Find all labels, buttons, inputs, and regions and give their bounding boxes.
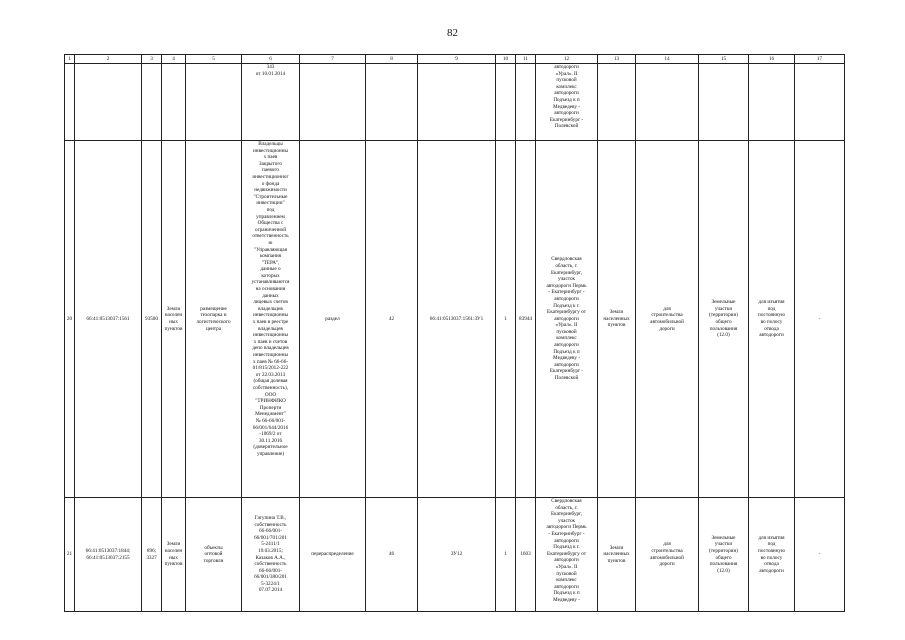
table-cell: для изъятия под постоянную во полосу отвода автодороги: [749, 141, 795, 498]
table-cell: 1: [496, 141, 516, 498]
column-header: 9: [418, 55, 496, 64]
table-cell: [699, 64, 749, 141]
table-cell: [65, 64, 75, 141]
table-cell: 896; 3327: [142, 498, 162, 612]
table-cell: [300, 64, 366, 141]
table-cell: Гатупина Т.В., собственность 66-66/001- 66/001/701/201 5-2411/1 19.03.2015; Казаков А.А., собственность 66-66/001- 66/001/380/201 5-3224/1 07.07.2014: [242, 498, 300, 612]
table-cell: 66:41:0513037:1844; 66:41:0513037:2155: [75, 498, 142, 612]
column-header: 11: [516, 55, 536, 64]
table-cell: -: [795, 141, 845, 498]
column-header: 15: [699, 55, 749, 64]
table-cell: Земли населен ных пунктов: [162, 498, 186, 612]
table-cell: 66:41:0513037:1561:ЗУ1: [418, 141, 496, 498]
table-cell: для строительства автомобильной дороги: [636, 141, 699, 498]
table-cell: для строительства автомобильной дороги: [636, 498, 699, 612]
table-cell: 66:41:0513037:1561: [75, 141, 142, 498]
table-cell: Свердловская область, г. Екатеринбург, участок автодороги Пермь - Екатеринбург - автодороги Подъезд к г. Екатеринбургу от автодороги «Урал». II пусковой комплекс автодороги Подъезд к п Медведеву - автодороги Екатеринбург - Полевской: [536, 141, 598, 498]
table-cell: 1: [496, 498, 516, 612]
table-cell: Земли населенных пунктов: [598, 498, 636, 612]
table-cell: 20: [65, 141, 75, 498]
table-cell: [795, 64, 845, 141]
table-cell: 21: [65, 498, 75, 612]
table-cell: 1603: [516, 498, 536, 612]
table-cell: [598, 64, 636, 141]
table-cell: [516, 64, 536, 141]
column-header: 16: [749, 55, 795, 64]
table-cell: Владельцы инвестиционны х паев Закрытого паевого инвестиционног о фонда недвижимости "Строительные инвестиции" под управлением Общества с ограниченной ответственность ю "Управляющая компания "ТЕРА", данные о которых устанавливаются на основании данных лицевых счетов владельцев инвестиционны х паев в реестре владельцев инвестиционны х паев и счетов депо владельцев инвестиционны х паев № 66-66- 01/815/2012-222 от 22.03.2013 (общая долевая собственность), ООО "ТРИНФИКО Проперти Менеджмент" № 66-66/001- 66/001/644/2016 -1069/2 от 30.11.2016 (доверительное управление): [242, 141, 300, 498]
column-header: 1: [65, 55, 75, 64]
table-row: [65, 141, 845, 498]
table-cell: Земельные участки (территории) общего пользования (12.0): [699, 498, 749, 612]
table-cell: объекты оптовой торговли: [186, 498, 242, 612]
table-cell: [496, 64, 516, 141]
column-header: 14: [636, 55, 699, 64]
column-header: 7: [300, 55, 366, 64]
table-cell: [636, 64, 699, 141]
table-cell: ЗУ12: [418, 498, 496, 612]
table-cell: [162, 64, 186, 141]
table-cell: Земли населен ных пунктов: [162, 141, 186, 498]
table-cell: Свердловская область, г. Екатеринбург, участок автодороги Пермь - Екатеринбург - автодороги Подъезд к г. Екатеринбургу от автодороги «Урал». II пусковой комплекс автодороги Подъезд к п Медведеву -: [536, 498, 598, 612]
column-header: 6: [242, 55, 300, 64]
table-cell: 343 от 10.01.2014: [242, 64, 300, 141]
table-cell: Земли населенных пунктов: [598, 141, 636, 498]
table-cell: [418, 64, 496, 141]
table-row: [65, 498, 845, 612]
table-cell: [749, 64, 795, 141]
table-cell: [75, 64, 142, 141]
column-header: 2: [75, 55, 142, 64]
table-cell: [186, 64, 242, 141]
table-cell: перераспределение: [300, 498, 366, 612]
column-header: 10: [496, 55, 516, 64]
table-cell: 42: [366, 141, 418, 498]
column-number-row: [65, 55, 845, 64]
table-cell: раздел: [300, 141, 366, 498]
table-cell: 83944: [516, 141, 536, 498]
column-header: 3: [142, 55, 162, 64]
column-header: 8: [366, 55, 418, 64]
column-header: 12: [536, 55, 598, 64]
column-header: 17: [795, 55, 845, 64]
page-number: 82: [447, 27, 458, 39]
column-header: 4: [162, 55, 186, 64]
table-cell: для изъятия под постоянную во полосу отвода автодороги: [749, 498, 795, 612]
table-cell: 46: [366, 498, 418, 612]
table-cell: Земельные участки (территории) общего пользования (12.0): [699, 141, 749, 498]
column-header: 13: [598, 55, 636, 64]
table-cell: 93500: [142, 141, 162, 498]
table-cell: автодороги «Урал». II пусковой комплекс автодороги Подъезд к п Медведеву - автодороги Екатеринбург - Полевской: [536, 64, 598, 141]
table-cell: [142, 64, 162, 141]
table-cell: размещение техопарка и логистического центра: [186, 141, 242, 498]
land-plots-table: [64, 54, 845, 612]
table-row: [65, 64, 845, 141]
table-cell: [366, 64, 418, 141]
column-header: 5: [186, 55, 242, 64]
table-cell: -: [795, 498, 845, 612]
